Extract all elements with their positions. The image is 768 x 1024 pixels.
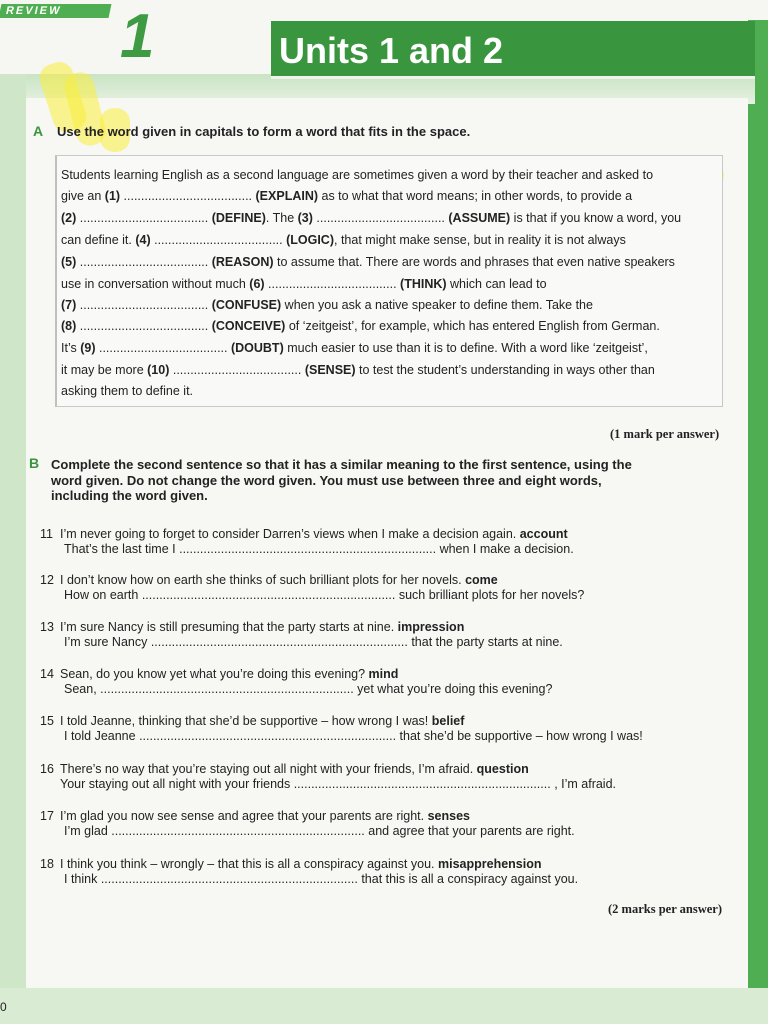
passage-text: as to what that word means; in other words, to provide a: [318, 189, 633, 203]
section-a-letter: A: [33, 123, 44, 139]
gap-number: (1): [104, 189, 121, 203]
passage-text: use in conversation without much: [61, 277, 250, 291]
cue-word: (CONFUSE): [211, 298, 282, 312]
passage-text: which can lead to: [446, 277, 547, 291]
answer-gap[interactable]: .........................................................................: [138, 588, 399, 602]
question-line: [40, 666, 398, 682]
cue-word: (ASSUME): [448, 211, 511, 225]
answer-gap[interactable]: ..........................................................................: [97, 872, 362, 886]
answer-line: [64, 823, 575, 839]
question-line: [40, 856, 541, 872]
title-banner: [271, 21, 755, 79]
answer-gap[interactable]: .....................................: [120, 189, 256, 203]
key-word: impression: [397, 620, 465, 634]
answer-gap[interactable]: ..........................................................................: [175, 542, 440, 556]
gap-number: (7): [61, 298, 77, 312]
page-title: Units 1 and 2: [279, 30, 504, 71]
passage-text: to assume that. There are words and phrases that even native speakers: [273, 255, 675, 269]
answer-gap[interactable]: .....................................: [76, 319, 212, 333]
answer-line: [64, 634, 563, 650]
passage-text: can define it.: [61, 233, 136, 247]
key-word: mind: [368, 667, 399, 681]
passage-line: [61, 340, 648, 356]
passage-text: to test the student’s understanding in ways other than: [355, 363, 655, 377]
gap-number: (5): [61, 255, 77, 269]
answer-prefix: I think: [64, 872, 98, 886]
answer-line: [64, 587, 584, 603]
question-number: 14: [40, 667, 54, 681]
answer-gap[interactable]: .....................................: [264, 277, 401, 291]
answer-gap[interactable]: .....................................: [95, 341, 231, 355]
question-sentence: Sean, do you know yet what you’re doing this evening?: [60, 667, 369, 681]
right-green-border: [748, 20, 768, 1024]
cue-word: (CONCEIVE): [211, 319, 286, 333]
answer-suffix: when I make a decision.: [439, 542, 574, 556]
key-word: senses: [427, 809, 470, 823]
question-line: [40, 808, 470, 824]
passage-text: much easier to use than it is to define. With a word like ‘zeitgeist’,: [283, 341, 648, 355]
left-green-border: [0, 74, 26, 1004]
question-number: 17: [40, 809, 54, 823]
bottom-green-band: [0, 988, 768, 1024]
answer-prefix: That’s the last time I: [64, 542, 176, 556]
answer-line: [64, 728, 643, 744]
section-a-marks: (1 mark per answer): [610, 427, 720, 441]
passage-line: [61, 188, 632, 204]
answer-prefix: I’m sure Nancy: [64, 635, 148, 649]
question-sentence: I’m sure Nancy is still presuming that the party starts at nine.: [60, 620, 398, 634]
key-word: question: [476, 762, 529, 776]
gap-number: (6): [249, 277, 265, 291]
question-sentence: I think you think – wrongly – that this is all a conspiracy against you.: [60, 857, 438, 871]
answer-prefix: Your staying out all night with your friends: [60, 777, 291, 791]
answer-gap[interactable]: .....................................: [169, 363, 305, 377]
passage-text: when you ask a native speaker to define them. Take the: [281, 298, 593, 312]
key-word: come: [465, 573, 498, 587]
answer-gap[interactable]: ..........................................................................: [290, 777, 555, 791]
answer-suffix: that this is all a conspiracy against you.: [361, 872, 579, 886]
answer-suffix: and agree that your parents are right.: [368, 824, 575, 838]
cue-word: (DEFINE): [211, 211, 266, 225]
passage-line: [61, 167, 653, 183]
answer-prefix: I’m glad: [64, 824, 108, 838]
question-sentence: I don’t know how on earth she thinks of such brilliant plots for her novels.: [60, 573, 466, 587]
gap-number: (8): [61, 319, 77, 333]
question-sentence: There’s no way that you’re staying out all night with your friends, I’m afraid.: [60, 762, 477, 776]
section-b-instruction-3: including the word given.: [51, 488, 208, 503]
answer-gap[interactable]: .....................................: [76, 255, 212, 269]
answer-gap[interactable]: .........................................................................: [96, 682, 358, 696]
question-line: [40, 572, 498, 588]
passage-line: [61, 318, 660, 334]
question-number: 12: [40, 573, 54, 587]
passage-text: Students learning English as a second language are sometimes given a word by their teacher and asked to: [61, 168, 654, 182]
passage-text: It’s: [61, 341, 81, 355]
answer-suffix: that the party starts at nine.: [411, 635, 563, 649]
answer-suffix: that she’d be supportive – how wrong I was!: [399, 729, 643, 743]
cue-word: (LOGIC): [286, 233, 335, 247]
gap-number: (2): [61, 211, 77, 225]
cue-word: (SENSE): [304, 363, 356, 377]
passage-text: of ‘zeitgeist’, for example, which has entered English from German.: [285, 319, 660, 333]
answer-suffix: such brilliant plots for her novels?: [398, 588, 585, 602]
answer-gap[interactable]: .........................................................................: [107, 824, 369, 838]
question-number: 15: [40, 714, 54, 728]
question-line: [40, 761, 529, 777]
passage-text: it may be more: [61, 363, 148, 377]
question-line: [40, 619, 464, 635]
cue-word: (THINK): [400, 277, 447, 291]
answer-gap[interactable]: .....................................: [76, 298, 212, 312]
gap-number: (9): [80, 341, 96, 355]
passage-text: . The: [265, 211, 298, 225]
passage-line: [61, 232, 626, 248]
answer-prefix: How on earth: [64, 588, 139, 602]
answer-suffix: , I’m afraid.: [554, 777, 617, 791]
key-word: misapprehension: [437, 857, 542, 871]
passage-text: , that might make sense, but in reality it is not always: [334, 233, 626, 247]
cue-word: (REASON): [211, 255, 274, 269]
answer-gap[interactable]: .....................................: [312, 211, 449, 225]
answer-gap[interactable]: .....................................: [150, 233, 287, 247]
gap-number: (4): [135, 233, 151, 247]
passage-line: [61, 210, 681, 226]
answer-prefix: Sean,: [64, 682, 97, 696]
cue-word: (DOUBT): [230, 341, 284, 355]
question-sentence: I’m never going to forget to consider Darren’s views when I make a decision again.: [60, 527, 520, 541]
question-line: [40, 713, 464, 729]
passage-line: [61, 362, 655, 378]
question-line: [40, 526, 568, 542]
question-sentence: I told Jeanne, thinking that she’d be supportive – how wrong I was!: [60, 714, 432, 728]
cue-word: (EXPLAIN): [255, 189, 319, 203]
answer-gap[interactable]: ..........................................................................: [135, 729, 400, 743]
passage-text: give an: [61, 189, 105, 203]
passage-text: asking them to define it.: [61, 384, 194, 398]
page-number: 0: [0, 1000, 7, 1014]
question-number: 18: [40, 857, 54, 871]
answer-gap[interactable]: ..........................................................................: [147, 635, 412, 649]
section-b-instruction-2: word given. Do not change the word given. You must use between three and eight words,: [51, 473, 602, 488]
question-number: 11: [40, 527, 53, 541]
answer-prefix: I told Jeanne: [64, 729, 136, 743]
review-label: REVIEW: [0, 4, 111, 18]
section-a-instruction: Use the word given in capitals to form a word that fits in the space.: [57, 124, 471, 139]
gap-number: (10): [147, 363, 170, 377]
question-sentence: I’m glad you now see sense and agree that your parents are right.: [60, 809, 428, 823]
passage-text: is that if you know a word, you: [510, 211, 682, 225]
answer-suffix: yet what you’re doing this evening?: [357, 682, 553, 696]
key-word: belief: [431, 714, 465, 728]
passage-line: [61, 276, 547, 292]
answer-line: [64, 681, 552, 697]
passage-line: [61, 297, 593, 313]
section-b-marks: (2 marks per answer): [608, 902, 722, 916]
question-number: 13: [40, 620, 54, 634]
gap-number: (3): [297, 211, 313, 225]
review-number: 1: [120, 2, 155, 71]
answer-line: [64, 541, 574, 557]
question-number: 16: [40, 762, 54, 776]
passage-line: [61, 254, 675, 270]
section-b-letter: B: [29, 455, 40, 471]
section-b-instruction-1: Complete the second sentence so that it has a similar meaning to the first sentence, using the: [51, 457, 632, 472]
passage-line: [61, 383, 193, 399]
key-word: account: [519, 527, 568, 541]
answer-line: [64, 871, 578, 887]
answer-gap[interactable]: .....................................: [76, 211, 212, 225]
answer-line: [60, 776, 616, 792]
